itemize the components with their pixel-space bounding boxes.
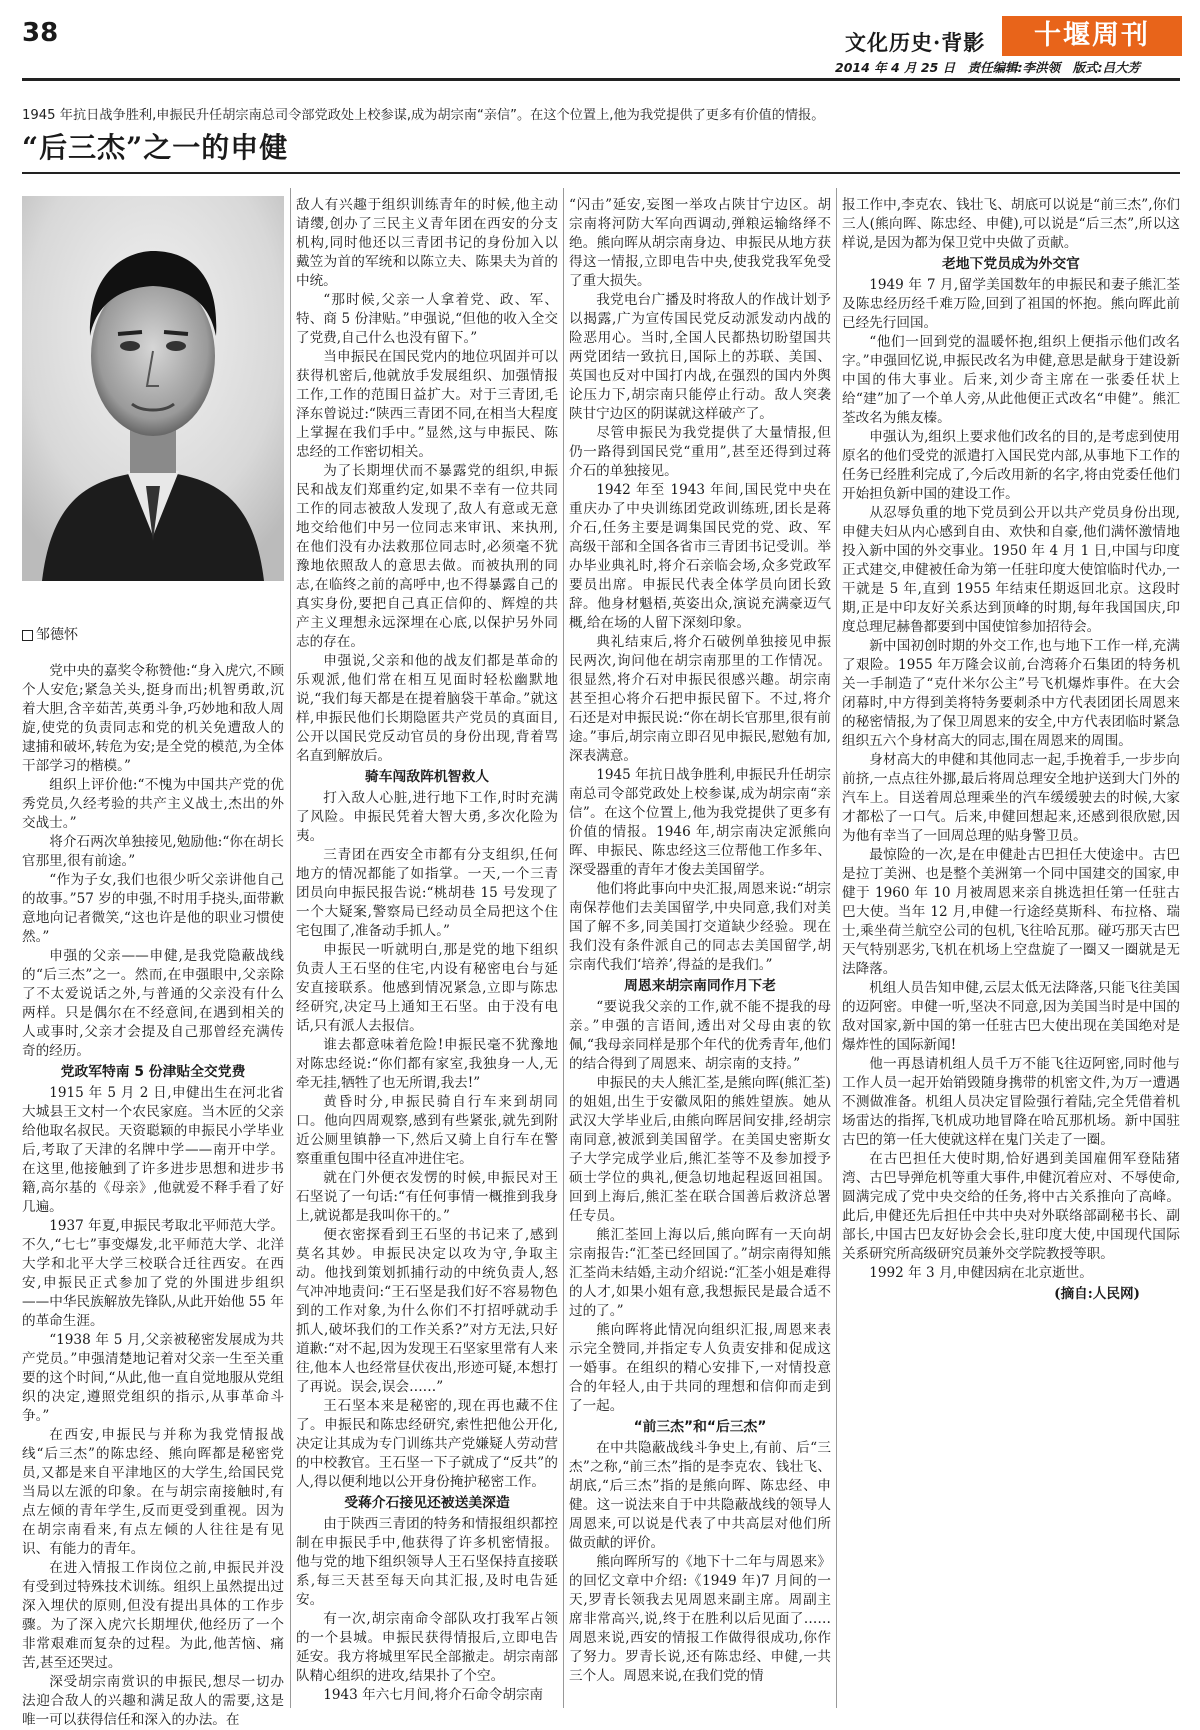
paragraph: 从忍辱负重的地下党员到公开以共产党员身份出现,申健夫妇从内心感到自由、欢快和自豪,他们满怀激情地投入新中国的外交事业。1950 年 4 月 1 日,中国与印度正式建交,申健被任命为第一任驻印度大使馆临时代办,一干就是 5 年,直到 1955 年结束任期返回北京。这段时期,正是中印友好关系达到顶峰的时期,每年我国国庆,印度总理尼赫鲁都要到中国使馆参加招待会。: [842, 505, 1180, 635]
paragraph: 1992 年 3 月,申健因病在北京逝世。: [869, 1265, 1093, 1281]
paragraph: “作为子女,我们也很少听父亲讲他自己的故事。”57 岁的申强,不时用手挠头,面带歉意地向记者微笑,“这也许是他的职业习惯使然。”: [22, 872, 284, 945]
paragraph: 在古巴担任大使时期,恰好遇到美国雇佣军登陆猪湾、古巴导弹危机等重大事件,申健沉着应对、不辱使命,圆满完成了党中央交给的任务,将中古关系推向了高峰。此后,申健还先后担任中共中央对外联络部副秘书长、副部长,中国古巴友好协会会长,驻印度大使,中国现代国际关系研究所高级研究员兼外交学院教授等职。: [842, 1151, 1180, 1262]
paragraph: 熊向晖所写的《地下十二年与周恩来》的回忆文章中介绍:《1949 年)7 月间的一天,罗青长领我去见周恩来副主席。周副主席非常高兴,说,终于在胜利以后见面了……周恩来说,西安的情报工作做得很成功,你作了努力。罗青长说,还有陈忠经、申健,一共三个人。周恩来说,在我们党的情: [569, 1554, 831, 1684]
article-title: “后三杰”之一的申健: [22, 131, 289, 164]
column-1: [22, 662, 284, 1728]
top-rule: [22, 78, 1180, 81]
paragraph: 申振民的夫人熊汇荃,是熊向晖(熊汇荃)的姐姐,出生于安徽凤阳的熊姓望族。她从武汉大学毕业后,由熊向晖居间安排,经胡宗南同意,被派到美国留学。在美国史密斯女子大学完成学业后,熊汇荃等不及参加授予硕士学位的典礼,便急切地起程返回祖国。回到上海后,熊汇荃在联合国善后救济总署任专员。: [569, 1075, 831, 1224]
subheading: 周恩来胡宗南同作月下老: [624, 978, 776, 994]
paragraph: 1942 年至 1943 年间,国民党中央在重庆办了中央训练团党政训练班,团长是蒋介石,任务主要是调集国民党的党、政、军高级干部和全国各省市三青团书记受训。举办毕业典礼时,将介石亲临会场,众多党政军要员出席。申振民代表全体学员向团长致辞。他身材魁梧,英姿出众,演说充满豪迈气概,给在场的人留下深刻印象。: [569, 482, 831, 631]
paragraph: “要说我父亲的工作,就不能不提我的母亲。”申强的言语间,透出对父母由衷的钦佩,“我母亲同样是那个年代的优秀青年,他们的结合得到了周恩来、胡宗南的支持。”: [569, 999, 831, 1072]
paragraph: 我党电台广播及时将敌人的作战计划予以揭露,广为宣传国民党反动派发动内战的险恶用心。当时,全国人民都热切盼望国共两党团结一致抗日,国际上的苏联、美国、英国也反对中国打内战,在强烈的国内外舆论压力下,胡宗南只能停止行动。敌人突袭陕甘宁边区的阴谋就这样破产了。: [569, 292, 831, 422]
subheading: 老地下党员成为外交官: [942, 256, 1080, 272]
paragraph: 1915 年 5 月 2 日,申健出生在河北省大城县王文村一个农民家庭。当木匠的父亲给他取名叔民。天资聪颖的申振民小学毕业后,考取了天津的名牌中学——南开中学。在这里,他接触到了许多进步思想和进步书籍,高尔基的《母亲》,他就爱不释手看了好几遍。: [22, 1085, 284, 1215]
column-2: [296, 196, 558, 1708]
paragraph: “那时候,父亲一人拿着党、政、军、特、商 5 份津贴。”申强说,“但他的收入全交了党费,自己什么也没有留下。”: [296, 292, 558, 346]
paragraph: 敌人有兴趣于组织训练青年的时候,他主动请缨,创办了三民主义青年团在西安的分支机构,同时他还以三青团书记的身份加入以戴笠为首的军统和以陈立夫、陈果夫为首的中统。: [296, 197, 558, 289]
subheading: 党政军特南 5 份津贴全交党费: [60, 1064, 246, 1080]
byline: [22, 624, 78, 644]
paragraph: 熊汇荃回上海以后,熊向晖有一天向胡宗南报告:“汇荃已经回国了。”胡宗南得知熊汇荃尚未结婚,主动介绍说:“汇荃小姐是难得的人才,如果小姐有意,我想振民是最合适不过的了。”: [569, 1227, 831, 1319]
paragraph: 尽管申振民为我党提供了大量情报,但仍一路得到国民党“重用”,甚至还得到过蒋介石的单独接见。: [569, 425, 831, 479]
paragraph: 1949 年 7 月,留学美国数年的申振民和妻子熊汇荃及陈忠经历经千难万险,回到了祖国的怀抱。熊向晖此前已经先行回国。: [842, 277, 1180, 331]
paragraph: 申强的父亲——申健,是我党隐蔽战线的“后三杰”之一。然而,在申强眼中,父亲除了不太爱说话之外,与普通的父亲没有什么两样。只是偶尔在不经意间,在遇到相关的人或事时,父亲才会提及自己那曾经充满传奇的经历。: [22, 948, 284, 1059]
paragraph: 党中央的嘉奖令称赞他:“身入虎穴,不顾个人安危;紧急关头,挺身而出;机智勇敢,沉着大胆,含辛茹苦,英勇斗争,巧妙地和敌人周旋,使党的负责同志和党的机关免遭敌人的逮捕和破坏,转危为安;是全党的模范,为全体干部学习的楷模。”: [22, 663, 284, 774]
subheading: “前三杰”和“后三杰”: [633, 1419, 767, 1435]
source-credit: (摘自:人民网): [1054, 1286, 1140, 1302]
paragraph: 他一再恳请机组人员千万不能飞往迈阿密,同时他与工作人员一起开始销毁随身携带的机密文件,为万一遭遇不测做准备。机组人员决定冒险强行着陆,完全凭借着机场雷达的指挥,飞机成功地冒降在哈瓦那机场。新中国驻古巴的第一任大使就这样在鬼门关走了一圈。: [842, 1056, 1180, 1148]
paragraph: 他们将此事向中央汇报,周恩来说:“胡宗南保荐他们去美国留学,中央同意,我们对美国了解不多,同美国打交道缺少经验。现在我们没有条件派自己的同志去美国留学,胡宗南代我们‘培养’,得益的是我们。”: [569, 881, 831, 973]
paragraph: 有一次,胡宗南命令部队攻打我军占领的一个县城。申振民获得情报后,立即电告延安。我方将城里军民全部撤走。胡宗南部队精心组织的进攻,结果扑了个空。: [296, 1611, 558, 1684]
paragraph: 申振民一听就明白,那是党的地下组织负责人王石坚的住宅,内设有秘密电台与延安直接联系。他感到情况紧急,立即与陈忠经研究,决定马上通知王石坚。由于没有电话,只有派人去报信。: [296, 942, 558, 1034]
paragraph: 在中共隐蔽战线斗争史上,有前、后“三杰”之称,“前三杰”指的是李克农、钱壮飞、胡底,“后三杰”指的是熊向晖、陈忠经、申健。这一说法来自于中共隐蔽战线的领导人周恩来,可以说是代表了中共高层对他们所做贡献的评价。: [569, 1440, 831, 1551]
paragraph: 申强认为,组织上要求他们改名的目的,是考虑到使用原名的他们受党的派遣打入国民党内部,从事地下工作的任务已经胜利完成了,今后改用新的名字,将由党委任他们开始担负新中国的建设工作。: [842, 429, 1180, 502]
paragraph: 由于陕西三青团的特务和情报组织都控制在申振民手中,他获得了许多机密情报。他与党的地下组织领导人王石坚保持直接联系,每三天甚至每天向其汇报,及时电告延安。: [296, 1516, 558, 1608]
paragraph: 为了长期埋伏而不暴露党的组织,申振民和战友们郑重约定,如果不幸有一位共同工作的同志被敌人发现了,敌人有意或无意地交给他们中另一位同志来审讯、来执刑,在他们没有办法救那位同志时,必须毫不犹豫地依照敌人的意思去做。而被执刑的同志,在临终之前的高呼中,也不得暴露自己的真实身份,要把自己真正信仰的、辉煌的共产主义理想永远深埋在心底,以保护另外同志的存在。: [296, 463, 558, 650]
paragraph: 身材高大的申健和其他同志一起,手挽着手,一步步向前挤,一点点往外挪,最后将周总理安全地护送到大门外的汽车上。目送着周总理乘坐的汽车缓缓驶去的时候,大家才都松了一口气。后来,申健回想起来,还感到很欣慰,因为他有幸当了一回周总理的贴身警卫员。: [842, 752, 1180, 844]
paragraph: 1937 年夏,申振民考取北平师范大学。不久,“七七”事变爆发,北平师范大学、北洋大学和北平大学三校联合迁往西安。在西安,申振民正式参加了党的外围进步组织——中华民族解放先锋队,从此开始他 55 年的革命生涯。: [22, 1218, 284, 1329]
paragraph: 在进入情报工作岗位之前,申振民并没有受到过特殊技术训练。组织上虽然提出过深入埋伏的原则,但没有提出具体的工作步骤。为了深入虎穴长期埋伏,他经历了一个非常艰难而复杂的过程。为此,他苦恼、痛苦,甚至还哭过。: [22, 1560, 284, 1671]
paragraph: 深受胡宗南赏识的申振民,想尽一切办法迎合敌人的兴趣和满足敌人的需要,这是唯一可以获得信任和深入的办法。在: [22, 1674, 284, 1728]
paragraph: 1945 年抗日战争胜利,申振民升任胡宗南总司令部党政处上校参谋,成为胡宗南“亲信”。在这个位置上,他为我党提供了更多有价值的情报。1946 年,胡宗南决定派熊向晖、申振民、陈忠经这三位帮他工作多年、深受器重的青年才俊去美国留学。: [569, 767, 831, 878]
paragraph: 打入敌人心脏,进行地下工作,时时充满了风险。申振民凭着大智大勇,多次化险为夷。: [296, 790, 558, 844]
paragraph: 机组人员告知申健,云层太低无法降落,只能飞往美国的迈阿密。申健一听,坚决不同意,因为美国当时是中国的敌对国家,新中国的第一任驻古巴大使出现在美国绝对是爆炸性的国际新闻!: [842, 980, 1180, 1053]
paragraph: “1938 年 5 月,父亲被秘密发展成为共产党员。”申强清楚地记着对父亲一生至关重要的这个时间,“从此,他一直自觉地服从党组织的决定,遵照党组织的指示,从事革命斗争。”: [22, 1332, 284, 1424]
column-3: [569, 196, 831, 1708]
paragraph: 三青团在西安全市都有分支组织,任何地方的情况都能了如指掌。一天,一个三青团员向申振民报告说:“桃胡巷 15 号发现了一个大疑案,警察局已经动员全局把这个住宅包围了,准备动手抓人。”: [296, 847, 558, 939]
headline-rule: [22, 172, 1180, 174]
page-number: 38: [22, 18, 59, 48]
paragraph: 最惊险的一次,是在申健赴古巴担任大使途中。古巴是拉丁美洲、也是整个美洲第一个同中国建交的国家,申健于 1960 年 10 月被周恩来亲自挑选担任第一任驻古巴大使。当年 12 月,申健一行途经莫斯科、布拉格、瑞士,乘坐荷兰航空公司的包机,飞往哈瓦那。碰巧那天古巴天气特别恶劣,飞机在机场上空盘旋了一圈又一圈就是无法降落。: [842, 847, 1180, 977]
author-name: 邹德怀: [36, 627, 78, 643]
paragraph: 便衣密探看到王石坚的书记来了,感到莫名其妙。申振民决定以攻为守,争取主动。他找到策划抓捕行动的中统负责人,怒气冲冲地责问:“王石坚是我们好不容易物色到的工作对象,为什么你们不打招呼就动手抓人,破坏我们的工作关系?”对方无法,只好道歉:“对不起,因为发现王石坚家里常有人来往,他本人也经常昼伏夜出,形迹可疑,本想打了再说。误会,误会……”: [296, 1227, 558, 1395]
paragraph: 在西安,申振民与并称为我党情报战线“后三杰”的陈忠经、熊向晖都是秘密党员,又都是来自平津地区的大学生,给国民党当局以左派的印象。在与胡宗南接触时,有点左倾的青年学生,反而更受到重视。因为在胡宗南看来,有点左倾的人往往是有见识、有能力的青年。: [22, 1427, 284, 1557]
paragraph: 报工作中,李克农、钱壮飞、胡底可以说是“前三杰”,你们三人(熊向晖、陈忠经、申健),可以说是“后三杰”,所以这样说,是因为都为保卫党中央做了贡献。: [842, 197, 1180, 251]
dateline: 2014 年 4 月 25 日 责任编辑:李洪领 版式:吕大芳: [835, 60, 1141, 75]
paragraph: “闪击”延安,妄图一举攻占陕甘宁边区。胡宗南将河防大军向西调动,弹粮运输络绎不绝。熊向晖从胡宗南身边、申振民从地方获得这一情报,立即电告中央,使我党我军免受了重大损失。: [569, 197, 831, 289]
paragraph: 就在门外便衣发愣的时候,申振民对王石坚说了一句话:“有任何事情一概推到我身上,就说都是我叫你干的。”: [296, 1170, 558, 1224]
paragraph: 组织上评价他:“不愧为中国共产党的优秀党员,久经考验的共产主义战士,杰出的外交战士。”: [22, 777, 284, 831]
column-divider: [563, 188, 564, 1708]
paragraph: 将介石两次单独接见,勉励他:“你在胡长官那里,很有前途。”: [22, 834, 284, 869]
paragraph: 1943 年六七月间,将介石命令胡宗南: [323, 1687, 544, 1703]
paragraph: 典礼结束后,将介石破例单独接见申振民两次,询问他在胡宗南那里的工作情况。很显然,将介石对申振民很感兴趣。胡宗南甚至担心将介石把申振民留下。不过,将介石还是对申振民说:“你在胡长官那里,很有前途。”事后,胡宗南立即召见申振民,慰勉有加,深表满意。: [569, 634, 831, 764]
masthead: 十堰周刊: [1002, 16, 1182, 56]
column-divider: [836, 188, 837, 1708]
subheading: 骑车闯敌阵机智救人: [364, 769, 490, 785]
paragraph: 熊向晖将此情况向组织汇报,周恩来表示完全赞同,并指定专人负责安排和促成这一婚事。在组织的精心安排下,一对情投意合的年轻人,由于共同的理想和信仰而走到了一起。: [569, 1322, 831, 1414]
paragraph: “他们一回到党的温暖怀抱,组织上便指示他们改名字。”申强回忆说,申振民改名为申健,意思是献身于建设新中国的伟大事业。后来,刘少奇主席在一张委任状上给“建”加了一个单人旁,从此他便正式改名“申健”。熊汇荃改名为熊友榛。: [842, 334, 1180, 426]
paragraph: 申强说,父亲和他的战友们都是革命的乐观派,他们常在相互见面时轻松幽默地说,“我们每天都是在提着脑袋干革命。”就这样,申振民他们长期隐匿共产党员的真面目,公开以国民党反动官员的身份出现,背着骂名直到解放后。: [296, 653, 558, 764]
paragraph: 当申振民在国民党内的地位巩固并可以获得机密后,他就放手发展组织、加强情报工作,工作的范围日益扩大。对于三青团,毛泽东曾说过:“陕西三青团不同,在相当大程度上掌握在我们手中。”显然,这与申振民、陈忠经的工作密切相关。: [296, 349, 558, 460]
paragraph: 黄昏时分,申振民骑自行车来到胡同口。他向四周观察,感到有些紧张,就先到附近公厕里镇静一下,然后又骑上自行车在警察重重包围中径直冲进住宅。: [296, 1094, 558, 1167]
section-title: 文化历史·背影: [845, 30, 986, 55]
portrait-photo: [22, 196, 284, 581]
subheading: 受蒋介石接见还被送美深造: [344, 1495, 510, 1511]
column-divider: [290, 188, 291, 1708]
paragraph: 新中国初创时期的外交工作,也与地下工作一样,充满了艰险。1955 年万隆会议前,台湾蒋介石集团的特务机关一手制造了“克什米尔公主”号飞机爆炸事件。在大会闭幕时,中方得到美将特务要刺杀中方代表团团长周恩来的秘密情报,为了保卫周恩来的安全,中方代表团临时紧急组织五六个身材高大的同志,围在周恩来的周围。: [842, 638, 1180, 749]
article-deck: 1945 年抗日战争胜利,申振民升任胡宗南总司令部党政处上校参谋,成为胡宗南“亲信”。在这个位置上,他为我党提供了更多有价值的情报。: [22, 108, 825, 123]
paragraph: 王石坚本来是秘密的,现在再也藏不住了。申振民和陈忠经研究,索性把他公开化,决定让其成为专门训练共产党嫌疑人劳动营的中校教官。王石坚一下子就成了“反共”的人,得以便利地以公开身份掩护秘密工作。: [296, 1398, 558, 1490]
paragraph: 谁去都意味着危险!申振民毫不犹豫地对陈忠经说:“你们都有家室,我独身一人,无牵无挂,牺牲了也无所谓,我去!”: [296, 1037, 558, 1091]
column-4: [842, 196, 1180, 1708]
